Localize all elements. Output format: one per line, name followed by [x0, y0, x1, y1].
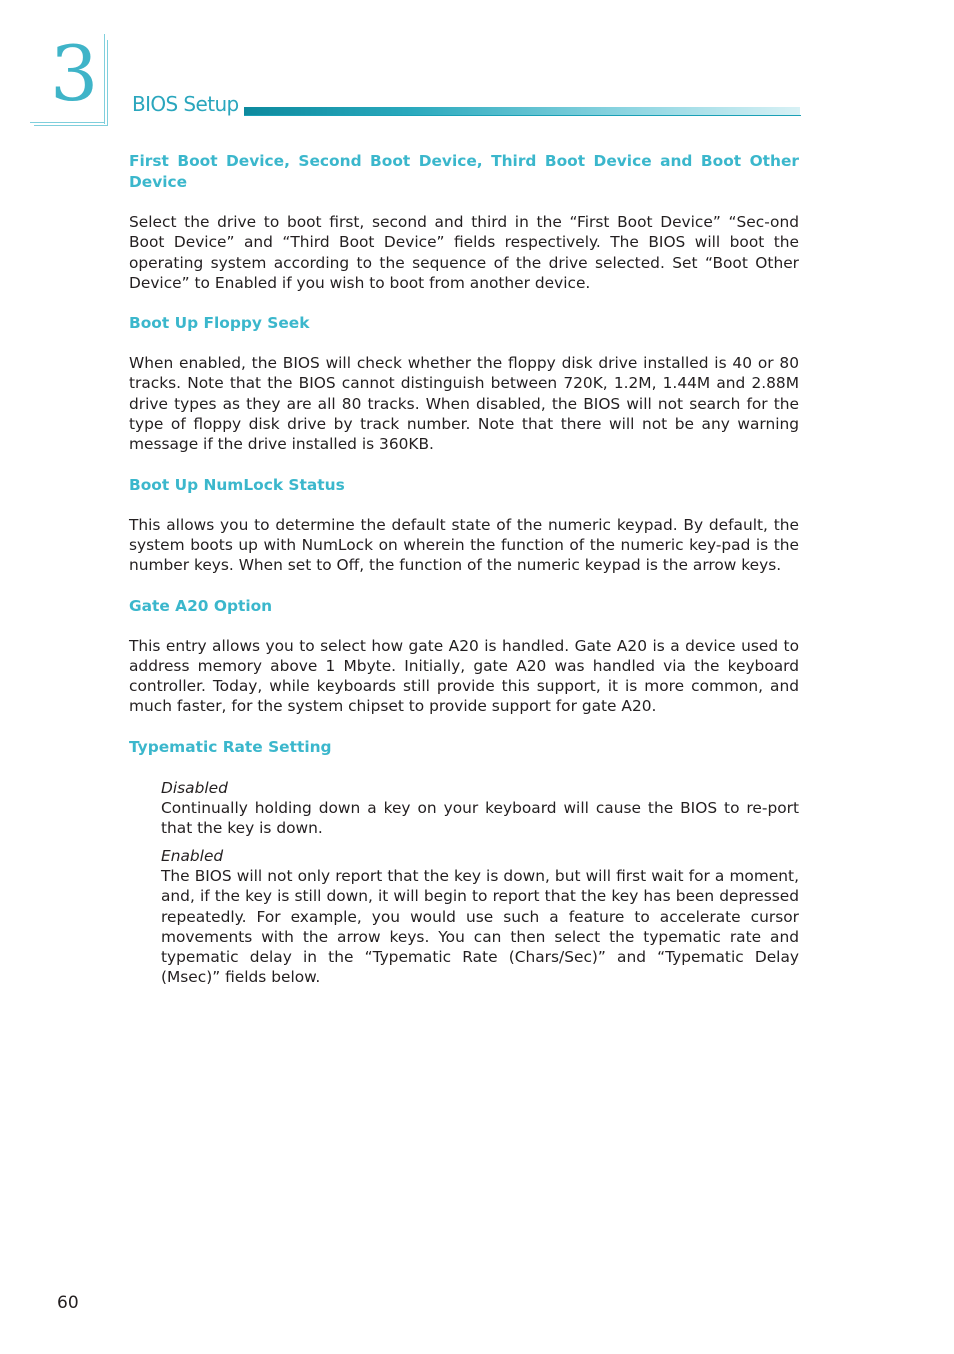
chapter-mark-line	[104, 34, 105, 124]
section-heading: Boot Up Floppy Seek	[129, 314, 310, 333]
chapter-mark-line	[34, 125, 108, 126]
header-rule	[244, 115, 801, 116]
chapter-mark	[30, 29, 108, 126]
section-heading: First Boot Device, Second Boot Device, Third Boot Device and Boot Other Device	[129, 152, 799, 191]
option-label: Disabled	[161, 778, 228, 797]
section-body: When enabled, the BIOS will check whether the floppy disk drive installed is 40 or 80 tracks. Note that the BIOS cannot distinguish between 720K, 1.2M, 1.44M and 2.88M drive types as they are all 80 tracks. When disabled, the BIOS will not search for the type of floppy disk drive by track number. Note that there will not be any warning message if the drive installed is 360KB.	[129, 354, 799, 454]
option-list	[161, 778, 799, 988]
chapter-title: BIOS Setup	[132, 92, 239, 116]
option-description: The BIOS will not only report that the key is down, but will first wait for a moment, and, if the key is still down, it will begin to report that the key has been depressed repeatedly. For example, you would use such a feature to accelerate cursor movements with the arrow keys. You can then select the typematic rate and typematic delay in the “Typematic Rate (Chars/Sec)” and “Typematic Delay (Msec)” fields below.	[161, 866, 799, 987]
option-description: Continually holding down a key on your keyboard will cause the BIOS to re-port that the key is down.	[161, 799, 799, 838]
page-content	[129, 151, 799, 995]
page-number: 60	[57, 1293, 79, 1313]
section-body: Select the drive to boot first, second and third in the “First Boot Device” “Sec-ond Boot Device” and “Third Boot Device” fields respectively. The BIOS will boot the operating system according to the sequence of the drive selected. Set “Boot Other Device” to Enabled if you wish to boot from another device.	[129, 213, 799, 292]
section-body: This entry allows you to select how gate A20 is handled. Gate A20 is a device used to address memory above 1 Mbyte. Initially, gate A20 was handled via the keyboard controller. Today, while keyboards still provide this support, it is more common, and much faster, for the system chipset to provide support for gate A20.	[129, 636, 799, 716]
section-heading: Typematic Rate Setting	[129, 737, 332, 756]
header-gradient-bar	[244, 107, 800, 115]
section-heading: Boot Up NumLock Status	[129, 475, 345, 494]
chapter-mark-line	[30, 122, 105, 123]
section-heading: Gate A20 Option	[129, 596, 273, 615]
option-label: Enabled	[161, 846, 224, 865]
chapter-mark-line	[107, 40, 108, 126]
section-body: This allows you to determine the default state of the numeric keypad. By default, the system boots up with NumLock on wherein the function of the numeric key-pad is the number keys. When set to Off, the function of the numeric keypad is the arrow keys.	[129, 515, 799, 575]
chapter-number: 3	[50, 29, 99, 118]
